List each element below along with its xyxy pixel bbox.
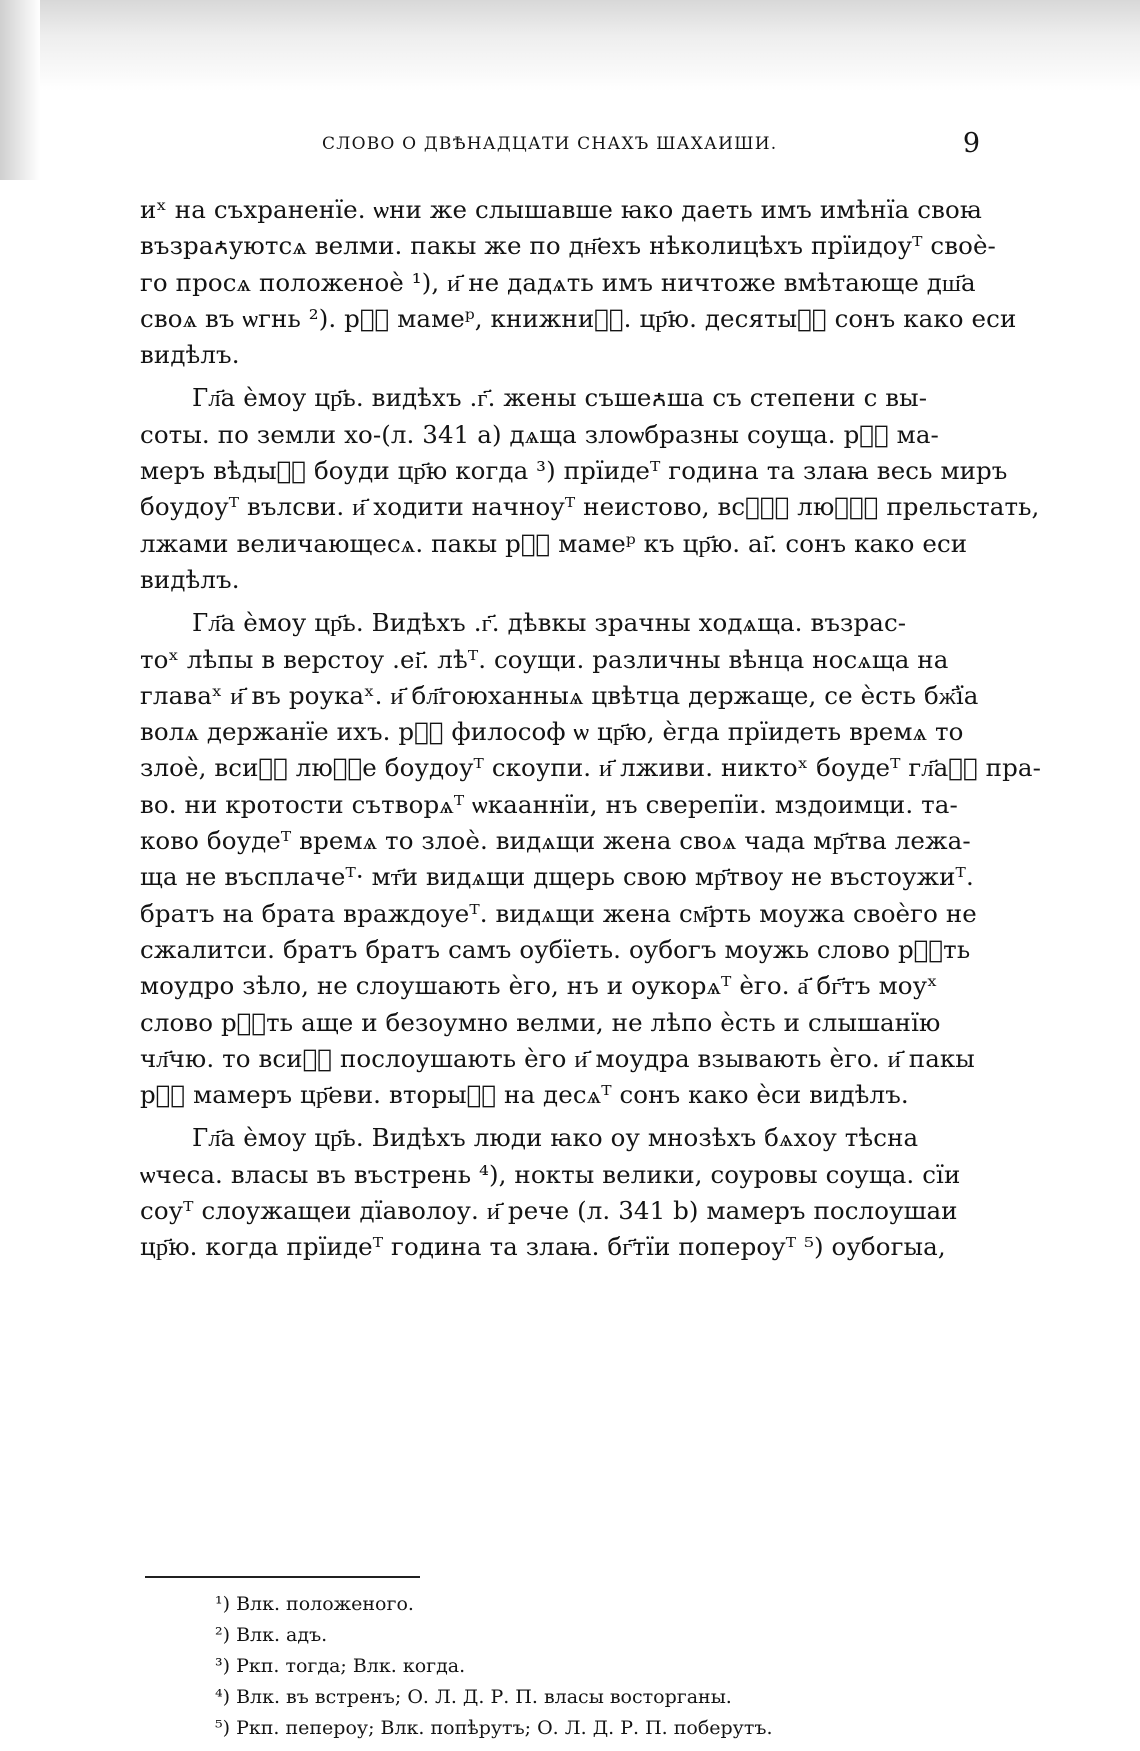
text-line: видѣлъ. xyxy=(140,340,240,370)
page-number: 9 xyxy=(962,128,980,159)
text-line: моудро зѣло, не слоушають ѐго, нъ и оукорѧᵀ ѐго. а҃ бг҃тъ моуˣ xyxy=(140,971,938,1001)
text-line: главаˣ и҃ въ роукаˣ. и҃ бл҃гоюханныѧ цвѣтца держаще, се ѐсть бж҃їа xyxy=(140,680,979,710)
paragraph-3 xyxy=(140,605,1041,1113)
footnote-divider xyxy=(145,1576,420,1578)
paragraph-4 xyxy=(140,1120,980,1265)
text-line: възраꙉуютсѧ велми. пакы же по дн҃ехъ нѣколицѣхъ прїидоуᵀ своѐ- xyxy=(140,231,996,261)
text-line: тоˣ лѣпы в верстоу .еі҃. лѣᵀ. соущи. различны вѣнца носѧща на xyxy=(140,644,949,674)
text-line: Гл҃а ѐмоу цр҃ь. Видѣхъ .г҃. дѣвкы зрачны ходѧща. възрас- xyxy=(192,608,907,638)
scan-left-shadow xyxy=(0,0,40,180)
footnote: ³) Ркп. тогда; Влк. когда. xyxy=(215,1655,466,1677)
text-line: ща не въсплачеᵀ· мт҃и видѧщи дщерь свою мр҃твоу не въстоужиᵀ. xyxy=(140,862,974,892)
text-line: боудоуᵀ вълсви. и҃ ходити начноуᵀ неистово, всѧⷯ҇ люⷣⷱ҇ прельстать, xyxy=(140,492,1040,522)
text-line: своѧ въ ѡгнь ²). рⷱ҇ мамеᵖ, книжниⷦ҇. цр҃ю. десятыⷡ҇ сонъ како еси xyxy=(140,303,1017,333)
page-header xyxy=(140,128,980,168)
footnote: ⁴) Влк. въ встренъ; О. Л. Д. Р. П. власы восторганы. xyxy=(215,1686,732,1708)
text-line: волѧ держанїе ихъ. рⷱ҇ философ ѡ цр҃ю, ѐгда прїидеть времѧ то xyxy=(140,717,964,747)
text-line: во. ни кротости сътворѧᵀ ѡкааннїи, нъ сверепїи. мздоимци. та- xyxy=(140,789,958,819)
text-line: цр҃ю. когда прїидеᵀ година та злаꙗ. бг҃тїи попероуᵀ ⁵) оубогыа, xyxy=(140,1232,946,1262)
text-line: злоѐ, всиⷯ҇ люⷣⷱе боудоуᵀ скоупи. и҃ лживи. никтоˣ боудеᵀ гл҃аⷯ҇ пра- xyxy=(140,753,1041,783)
text-line: соуᵀ слоужащеи дїаволоу. и҃ рече (л. 341 b) мамеръ послоушаи xyxy=(140,1196,958,1226)
text-line: братъ на брата враждоуеᵀ. видѧщи жена см҃рть моужа своѐго не xyxy=(140,898,977,928)
text-line: рⷱ҇ мамеръ цр҃еви. вторыⷨ҇ на десѧᵀ сонъ како ѐси видѣлъ. xyxy=(140,1080,909,1110)
footnote: ²) Влк. адъ. xyxy=(215,1624,328,1646)
footnotes xyxy=(215,1589,975,1744)
text-line: лжами величающесѧ. пакы рⷱ҇ мамеᵖ къ цр҃ю. аі҃. сонъ како еси xyxy=(140,528,968,558)
main-text xyxy=(140,192,1041,1273)
paragraph-1 xyxy=(140,192,1017,373)
text-line: Гл҃а ѐмоу цр҃ь. видѣхъ .г҃. жены съшеꙉша съ степени с вы- xyxy=(192,383,928,413)
text-line: Гл҃а ѐмоу цр҃ь. Видѣхъ люди ꙗко оу мнозѣхъ бѧхоу тѣсна xyxy=(192,1123,919,1153)
text-line: ѡчеса. власы въ въстрень ⁴), нокты велики, соуровы соуща. сїи xyxy=(140,1159,961,1189)
footnote: ⁵) Ркп. пепероу; Влк. попѣрутъ; О. Л. Д. Р. П. поберутъ. xyxy=(215,1717,773,1739)
text-line: чл҃чю. то всиⷯ҇ послоушають ѐго и҃ моудра взывають ѐго. и҃ пакы xyxy=(140,1043,975,1073)
text-line: ково боудеᵀ времѧ то злоѐ. видѧщи жена своѧ чада мр҃тва лежа- xyxy=(140,826,971,856)
text-line: видѣлъ. xyxy=(140,564,240,594)
text-line: го просѧ положеноѐ ¹), и҃ не дадѧть имъ ничтоже вмѣтающе дш҃а xyxy=(140,267,976,297)
text-line: меръ вѣдыⷨ҇ боуди цр҃ю когда ³) прїидеᵀ година та злаꙗ весь миръ xyxy=(140,456,1008,486)
paragraph-2 xyxy=(140,380,1040,598)
text-line: сжалитси. братъ братъ самъ оубїеть. оубогъ моужь слово рⷱ҇ть xyxy=(140,934,971,964)
footnote: ¹) Влк. положеного. xyxy=(215,1593,414,1615)
text-line: слово рⷱ҇ть аще и безоумно велми, не лѣпо ѐсть и слышанїю xyxy=(140,1007,941,1037)
scan-top-shadow xyxy=(0,0,1140,130)
text-line: соты. по земли хо-(л. 341 а) дѧща злоѡбразны соуща. рⷱ҇ ма- xyxy=(140,419,939,449)
running-title: СЛОВО О ДВѢНАДЦАТИ СНАХЪ ШАХАИШИ. xyxy=(322,134,778,154)
text-line: иˣ на съхраненїе. ѡни же слышавше ꙗко даеть имъ имѣнїа своꙗ xyxy=(140,195,982,224)
